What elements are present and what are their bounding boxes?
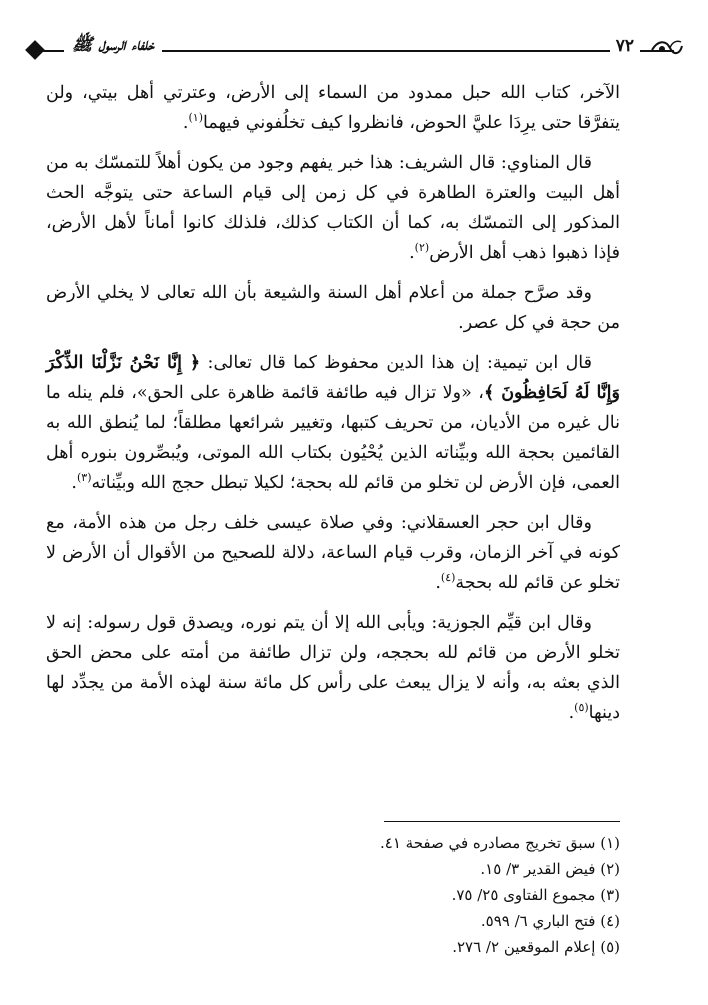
main-text — [46, 78, 620, 738]
paragraph-3: وقد صرَّح جملة من أعلام أهل السنة والشيعة بأن الله تعالى لا يخلي الأرض من حجة في كل عصر. — [46, 283, 620, 333]
page-header — [28, 34, 684, 64]
footnote-ref: (١) — [188, 111, 204, 125]
footnote-5: (٥) إعلام الموقعين ٢/ ٢٧٦. — [452, 938, 620, 956]
footnote-ref: (٤) — [440, 571, 456, 585]
paragraph-text: قال المناوي: قال الشريف: هذا خبر يفهم وجود من يكون أهلاً للتمسّك به من أهل البيت والعترة الطاهرة في كل زمن إلى قيام الساعة حتى يتوجَّه الحث المذكور إلى التمسّك به، كما أن الكتاب كذلك، فلذلك كانوا أماناً لأهل الأرض، فإذا ذهبوا ذهب أهل الأرض — [46, 153, 620, 263]
footnote-ref: (٣) — [76, 471, 92, 485]
paragraph-2 — [46, 148, 620, 268]
paragraph-text: قال ابن تيمية: إن هذا الدين محفوظ كما قال تعالى: — [200, 353, 592, 373]
paragraph-text: ، «ولا تزال فيه طائفة قائمة ظاهرة على الحق»، فلم ينله ما نال غيره من الأديان، من تحريف كتبها، وتغيير شرائعها مطلقاً؛ لما يُنطق الله به القائمين بحجة الله وبيِّناته الذين يُحْيُون بكتاب الله الموتى، ويُبصِّرون بنوره أهل العمى، فإن الأرض لن تخلو من قائم لله بحجة؛ لكيلا تبطل حجج الله وبيِّناته — [46, 383, 620, 493]
paragraph-end: . — [435, 573, 441, 593]
footnote-ref: (٥) — [574, 701, 589, 715]
paragraph-4 — [46, 348, 620, 498]
paragraph-1 — [46, 78, 620, 138]
footnotes — [200, 830, 620, 960]
paragraph-text: الآخر، كتاب الله حبل ممدود من السماء إلى الأرض، وعترتي أهل بيتي، ولن يتفرَّقا حتى يرِدَا عليَّ الحوض، فانظروا كيف تخلُفوني فيهما — [46, 83, 620, 133]
footnote-2: (٢) فيض القدير ٣/ ١٥. — [480, 860, 620, 878]
footnote-ref: (٢) — [414, 241, 430, 255]
running-title: خلفاء الرسول ﷺ — [64, 34, 162, 59]
paragraph-end: . — [182, 113, 189, 133]
paragraph-5 — [46, 508, 620, 598]
paragraph-end: . — [568, 703, 575, 723]
quran-verse: ﴿ إِنَّا نَحْنُ نَزَّلْنَا الذِّكْرَ وَإِنَّا لَهُ لَحَافِظُونَ ﴾ — [46, 353, 620, 403]
footnote-4: (٤) فتح الباري ٦/ ٥٩٩. — [480, 912, 620, 930]
paragraph-end: . — [409, 243, 415, 263]
footnote-separator — [384, 821, 620, 822]
flourish-ornament-icon — [650, 36, 684, 62]
paragraph-text: وقال ابن حجر العسقلاني: وفي صلاة عيسى خلف رجل من هذه الأمة، مع كونه في آخر الزمان، وقرب قيام الساعة، دلالة للصحيح من الأقوال أن الأرض لا تخلو عن قائم لله بحجة — [46, 513, 620, 593]
footnote-3: (٣) مجموع الفتاوى ٢٥/ ٧٥. — [451, 886, 620, 904]
footnote-1: (١) سبق تخريج مصادره في صفحة ٤١. — [379, 834, 620, 852]
page-number: ٧٢ — [610, 36, 640, 56]
paragraph-text: وقال ابن قيِّم الجوزية: ويأبى الله إلا أن يتم نوره، ويصدق قول رسوله: إنه لا تخلو الأرض من قائم لله بحججه، ولن تزال طائفة من أمته على محض الحق الذي بعثه به، وأنه لا يزال يبعث على رأس كل مائة سنة لهذه الأمة من يجدِّد لها دينها — [46, 613, 620, 723]
paragraph-6 — [46, 608, 620, 728]
diamond-ornament-icon — [25, 40, 45, 60]
paragraph-end: . — [71, 473, 77, 493]
